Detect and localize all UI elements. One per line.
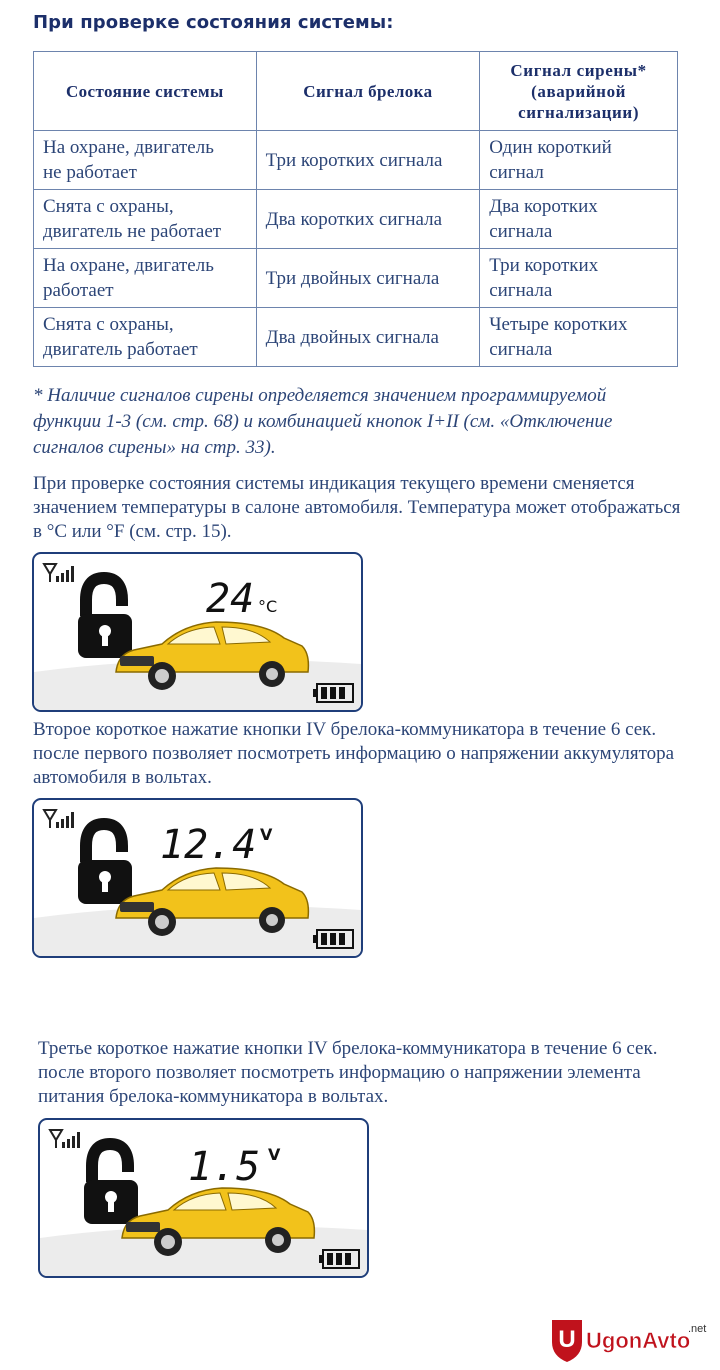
watermark-suffix: .net (688, 1323, 707, 1335)
watermark-logo (548, 1314, 716, 1369)
table-row (34, 190, 678, 249)
siren-footnote: * Наличие сигналов сирены определяется значением программируемой функции 1-3 (см. стр. 68) и комбинацией кнопок I+II (см. «Отключение сигналов сирены» на стр. 33). (33, 385, 613, 458)
signal-strength-icon (44, 810, 74, 828)
lcd-display-keyfob-voltage (38, 1118, 369, 1278)
paragraph-keyfob-voltage: Третье короткое нажатие кнопки IV брелока-коммуникатора в течение 6 сек. после второго позволяет посмотреть информацию о напряжении элемента питания брелока-коммуникатора в вольтах. (38, 1038, 658, 1107)
cell-keyfob: Два двойных сигнала (256, 308, 480, 367)
table-row (34, 131, 678, 190)
table-row (34, 249, 678, 308)
cell-siren: Три коротких сигнала (480, 249, 678, 308)
header-keyfob-signal: Сигнал брелока (256, 52, 480, 131)
cell-state: На охране, двигатель работает (34, 249, 257, 308)
signal-strength-icon (50, 1130, 80, 1148)
lcd-display-car-voltage (32, 798, 363, 958)
padlock-icon (78, 824, 132, 904)
section-heading: При проверке состояния системы: (33, 12, 394, 33)
display-readout: 12.4 (160, 822, 257, 868)
cell-siren: Четыре коротких сигнала (480, 308, 678, 367)
cell-siren: Один короткий сигнал (480, 131, 678, 190)
cell-state: Снята с охраны, двигатель работает (34, 308, 257, 367)
padlock-icon (84, 1144, 138, 1224)
display-readout: 1.5 (188, 1144, 261, 1190)
header-system-state: Состояние системы (34, 52, 257, 131)
cell-keyfob: Три двойных сигнала (256, 249, 480, 308)
display-unit: V (260, 825, 273, 844)
lcd-display-temperature (32, 552, 363, 712)
watermark-brand: UgonAvto (586, 1328, 691, 1353)
signal-table (33, 51, 678, 367)
paragraph-battery-voltage: Второе короткое нажатие кнопки IV брелока-коммуникатора в течение 6 сек. после первого позволяет посмотреть информацию о напряжении аккумулятора автомобиля в вольтах. (33, 719, 675, 788)
display-readout: 24 (206, 576, 255, 622)
cell-siren: Два коротких сигнала (480, 190, 678, 249)
svg-text:U: U (558, 1326, 576, 1353)
cell-state: На охране, двигатель не работает (34, 131, 257, 190)
cell-keyfob: Три коротких сигнала (256, 131, 480, 190)
cell-state: Снята с охраны, двигатель не работает (34, 190, 257, 249)
table-header-row (34, 52, 678, 131)
paragraph-temperature: При проверке состояния системы индикация текущего времени сменяется значением температуры в салоне автомобиля. Температура может отображаться в °С или °F (см. стр. 15). (33, 473, 681, 542)
display-unit: °C (258, 597, 278, 616)
display-unit: V (268, 1145, 281, 1164)
header-siren-signal: Сигнал сирены* (аварийной сигнализации) (480, 52, 678, 131)
cell-keyfob: Два коротких сигнала (256, 190, 480, 249)
signal-strength-icon (44, 564, 74, 582)
table-row (34, 308, 678, 367)
padlock-icon (78, 578, 132, 658)
